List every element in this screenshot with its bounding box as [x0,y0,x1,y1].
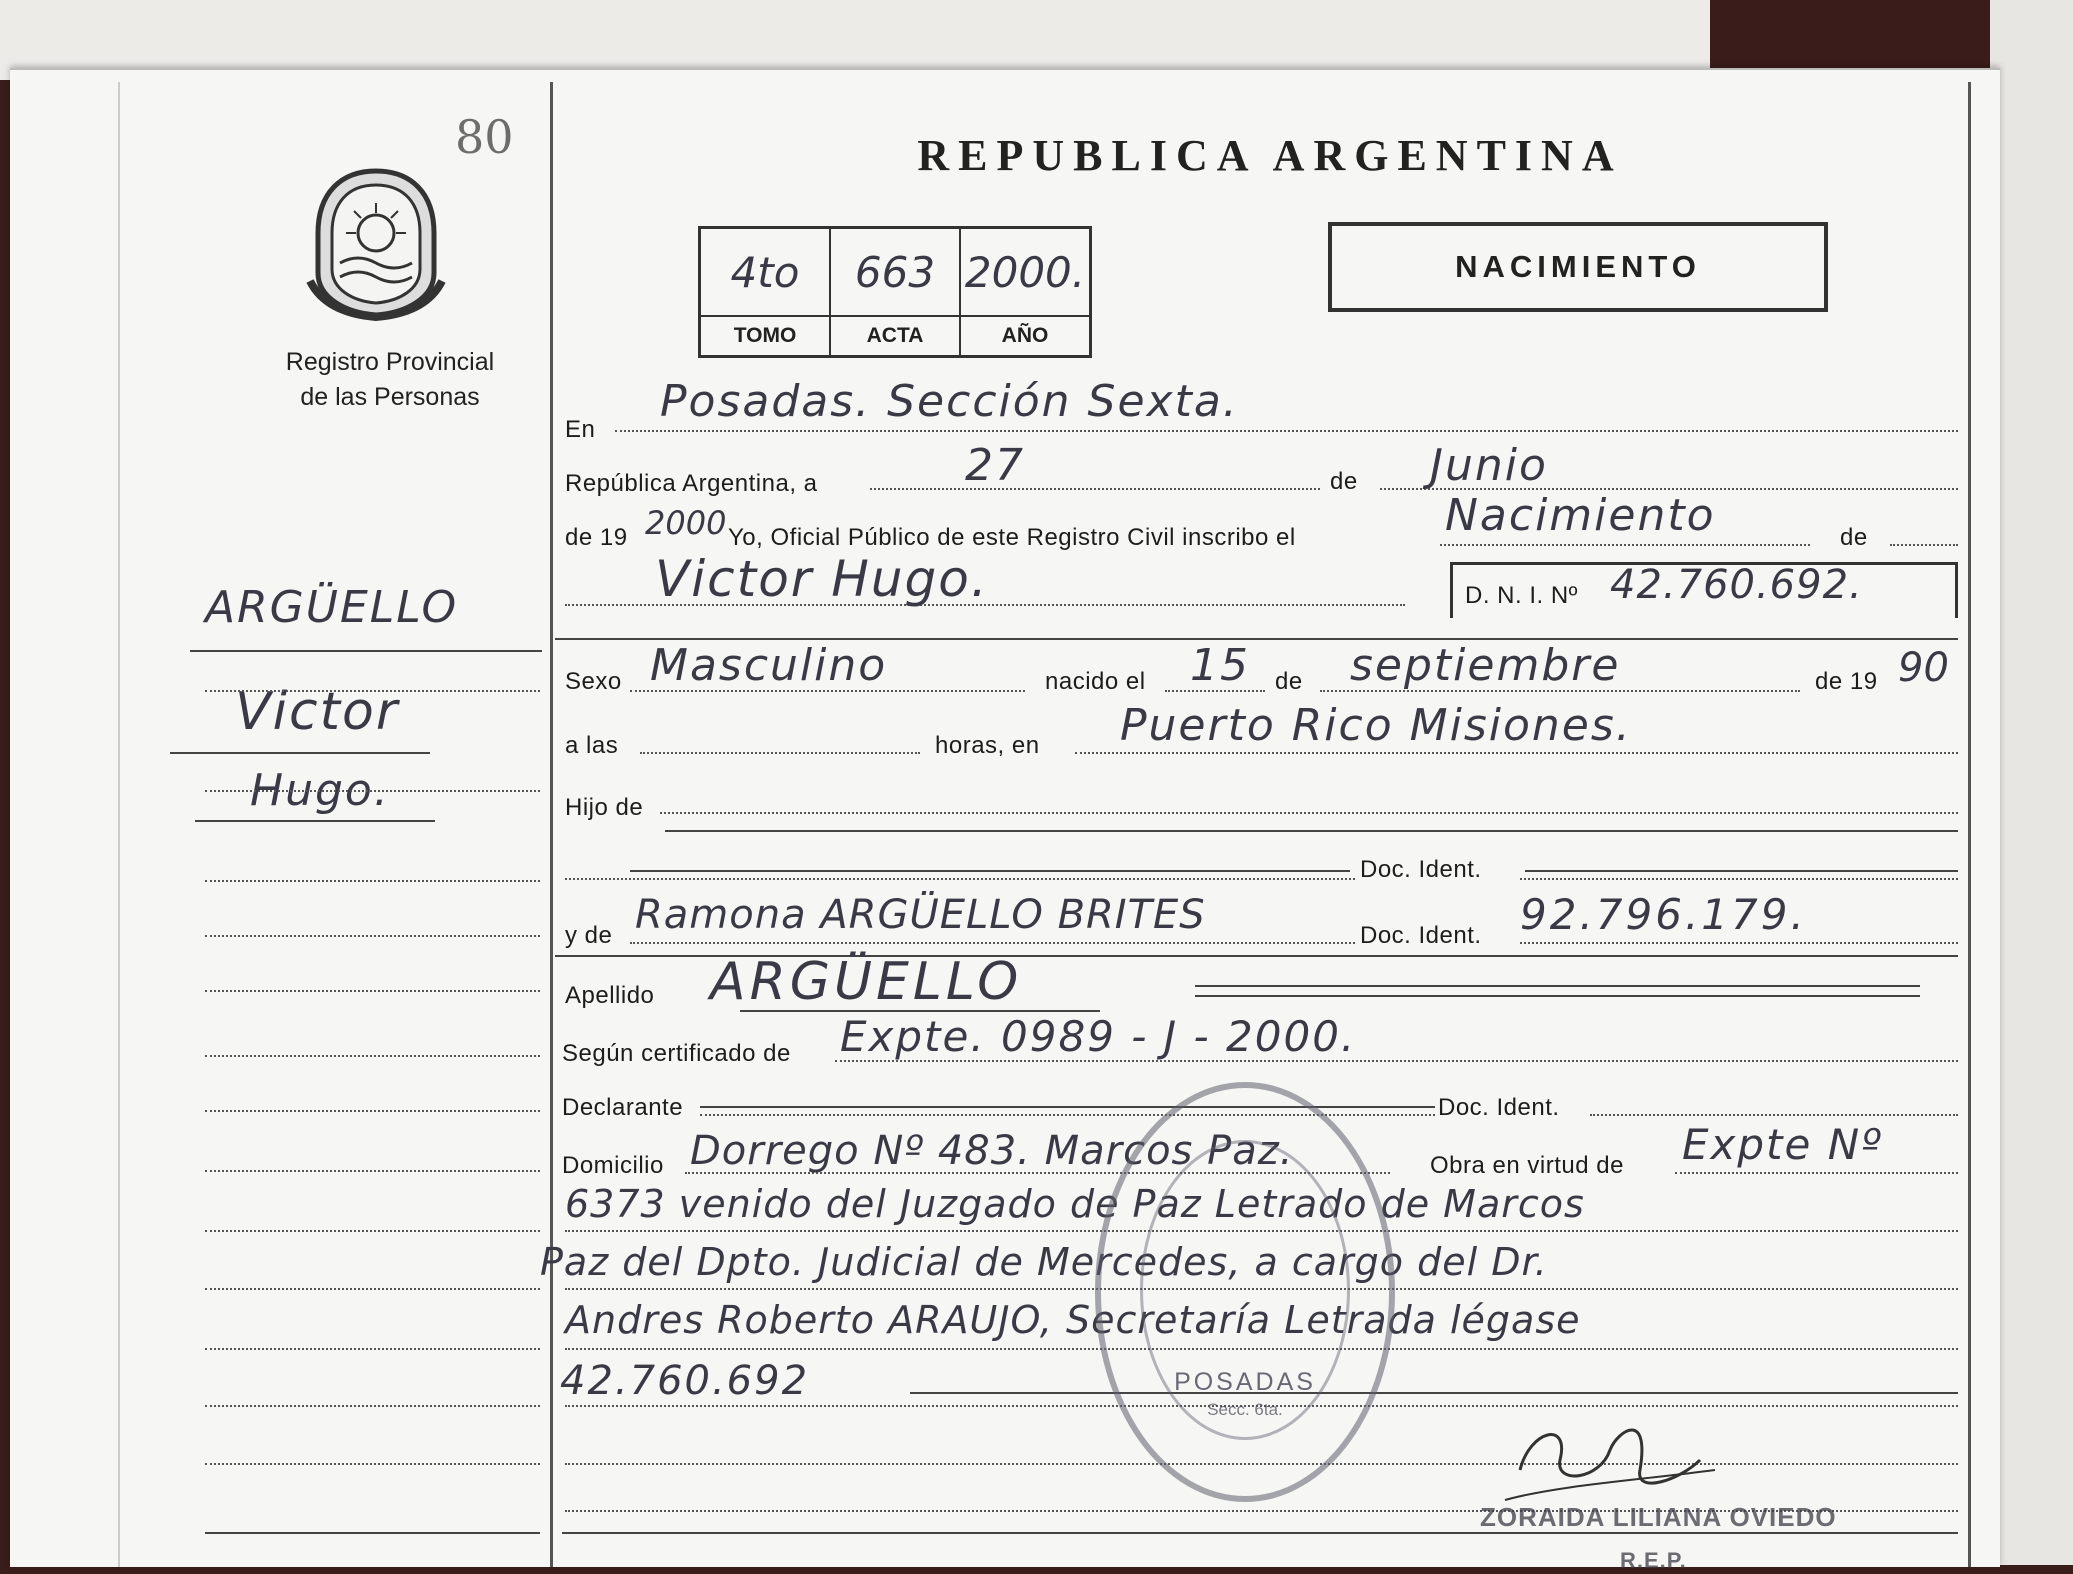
registry-name-line1: Registro Provincial [285,348,495,376]
right-page-edge [1990,0,2073,1565]
strike-padre-2 [630,870,1350,872]
registration-numbers [698,226,1092,358]
label-a-las: a las [565,732,619,759]
value-acto: Nacimiento [1445,490,1716,541]
label-nacido: nacido el [1045,668,1146,695]
label-doc-ident-padre: Doc. Ident. [1360,856,1482,883]
line-doc-declarante [1590,1114,1958,1116]
value-mes-nac: septiembre [1350,640,1621,691]
signature-scribble [1500,1390,1720,1510]
seal-section: Secc. 6ta. [1207,1400,1283,1419]
act-type-box [1328,222,1828,312]
value-madre-doc: 92.796.179. [1520,890,1807,939]
registry-name [240,345,540,415]
label-segun: Según certificado de [562,1040,791,1067]
margin-given-name-1: Victor [235,682,400,742]
margin-rule [205,1055,540,1057]
margin-rule [205,790,540,792]
line-doc-padre [1520,878,1958,880]
margin-rule [205,990,540,992]
label-de-19-nac: de 19 [1815,668,1878,695]
value-lugar-nac: Puerto Rico Misiones. [1120,700,1632,751]
margin-rule [205,1230,540,1232]
value-nota-3: Andres Roberto ARAUJO, Secretaría Letrada légase [565,1298,1581,1342]
label-sexo: Sexo [565,668,622,695]
margin-rule [205,1463,540,1465]
strike-apellido-1 [1195,985,1920,987]
page-number: 80 [455,110,514,164]
column-divider [550,82,553,1567]
margin-rule [170,752,430,754]
margin-rule [195,820,435,822]
margin-given-name-2: Hugo. [250,765,390,816]
label-apellido: Apellido [565,982,655,1009]
line-acto [1440,544,1810,546]
label-declarante: Declarante [562,1094,684,1121]
label-domicilio: Domicilio [562,1152,664,1179]
anio-label: AÑO [960,316,1091,357]
seal-city: POSADAS [1174,1368,1316,1396]
label-de-mes-nac: de [1275,668,1303,695]
tomo-value: 4to [700,228,831,317]
anio-value: 2000. [960,228,1091,317]
label-y-de: y de [565,922,613,949]
label-de-acto: de [1840,524,1868,551]
value-dia-nac: 15 [1190,640,1250,691]
country-title: REPUBLICA ARGENTINA [917,131,1623,180]
value-nota-1: 6373 venido del Juzgado de Paz Letrado de Marcos [565,1182,1585,1226]
line-lugar-nac [1075,752,1958,754]
margin-rule [205,1348,540,1350]
line-lugar [615,430,1958,432]
line-padre-2 [565,878,1355,880]
value-sexo: Masculino [650,640,888,691]
margin-rule [205,1288,540,1290]
margin-rule [205,935,540,937]
line-acto-end [1890,544,1958,546]
signer-name: ZORAIDA LILIANA OVIEDO [1480,1502,1837,1532]
value-nota-4: 42.760.692 [560,1358,810,1404]
label-de-mes: de [1330,468,1358,495]
label-hijo-de: Hijo de [565,794,644,821]
line-madre [630,942,1355,944]
strike-declarante [700,1106,1435,1108]
value-nota-2: Paz del Dpto. Judicial de Mercedes, a cargo del Dr. [540,1240,1548,1284]
value-nombre: Victor Hugo. [655,550,989,608]
acta-label: ACTA [830,316,960,357]
label-republica: República Argentina, a [565,470,818,497]
margin-rule [205,1405,540,1407]
label-en: En [565,416,596,443]
tomo-label: TOMO [700,316,831,357]
value-dia: 27 [965,440,1025,491]
value-anio-inscripcion: 2000 [645,504,727,542]
provincial-emblem-icon [306,163,446,323]
label-doc-ident-madre: Doc. Ident. [1360,922,1482,949]
margin-surname: ARGÜELLO [205,582,459,633]
margin-rule [205,880,540,882]
label-obra: Obra en virtud de [1430,1152,1624,1179]
label-dni: D. N. I. Nº [1465,582,1578,609]
margin-rule [205,1170,540,1172]
value-madre: Ramona ARGÜELLO BRITES [635,892,1206,938]
line-horas [640,752,920,754]
line-padre [660,812,1958,814]
value-anio-nac: 90 [1898,645,1949,691]
strike-padre [665,830,1958,832]
value-mes: Junio [1430,440,1548,491]
margin-rule [205,690,540,692]
value-dni: 42.760.692. [1610,562,1863,608]
margin-rule [190,650,542,652]
value-lugar: Posadas. Sección Sexta. [660,376,1239,427]
line-doc-madre [1520,942,1958,944]
acta-value: 663 [830,228,960,317]
value-certificado: Expte. 0989 - J - 2000. [840,1012,1357,1061]
value-obra: Expte Nº [1682,1120,1883,1169]
value-domicilio: Dorrego Nº 483. Marcos Paz. [690,1128,1294,1174]
strike-doc-padre [1525,870,1958,872]
label-doc-ident-declarante: Doc. Ident. [1438,1094,1560,1121]
line-obra [1675,1172,1958,1174]
birth-certificate-page [10,68,2000,1573]
act-type: NACIMIENTO [1455,249,1701,284]
registry-name-line2: de las Personas [300,383,480,411]
page-border-right [1968,82,1971,1567]
value-apellido: ARGÜELLO [710,952,1023,1012]
line-dia [870,488,1320,490]
page-border-left [118,82,120,1567]
strike-apellido-2 [1195,995,1920,997]
margin-rule [205,1532,540,1534]
signer-title: R.E.P. [1620,1548,1687,1573]
label-de-19: de 19 [565,524,628,551]
label-horas-en: horas, en [935,732,1040,759]
label-inscribo: Yo, Oficial Público de este Registro Civil inscribo el [728,524,1296,551]
strike-nota-4 [910,1392,1958,1394]
margin-rule [205,1110,540,1112]
